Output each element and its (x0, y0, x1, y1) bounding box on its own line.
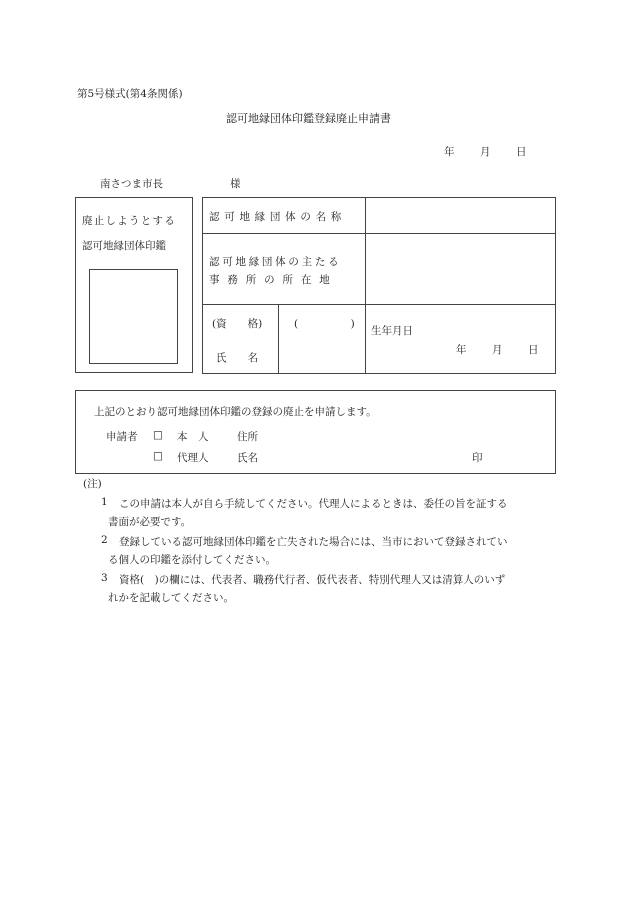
table-row-divider (202, 233, 556, 234)
applicant-label: 申請者 (106, 431, 138, 443)
org-name-label: 認可地縁団体の名称 (209, 211, 347, 223)
org-name-field[interactable] (367, 199, 554, 232)
note-text-line2: る個人の印鑑を添付してください。 (108, 554, 276, 566)
seal-imprint-box[interactable] (89, 269, 178, 364)
self-label: 本 人 (177, 431, 209, 443)
seal-section-line2: 認可地縁団体印鑑 (82, 240, 166, 252)
address-label: 住所 (237, 431, 258, 443)
proxy-checkbox[interactable]: □ (153, 450, 163, 462)
note-number: 3 (101, 572, 108, 584)
self-checkbox[interactable]: □ (153, 429, 163, 441)
applicant-name-field[interactable] (262, 447, 462, 465)
date-day-label: 日 (516, 146, 527, 158)
addressee-mayor: 南さつま市長 (100, 178, 163, 190)
date-year-label: 年 (444, 146, 455, 158)
table-col-divider (365, 304, 366, 374)
proxy-label: 代理人 (177, 452, 209, 464)
applicant-name-label: 氏名 (237, 452, 258, 464)
birthdate-label: 生年月日 (371, 325, 413, 337)
office-label-line1: 認可地縁団体の主たる (209, 256, 342, 268)
birth-year-label: 年 (456, 344, 467, 356)
representative-name-field[interactable] (280, 336, 364, 372)
birth-month-label: 月 (492, 344, 503, 356)
notes-heading: (注) (83, 478, 102, 490)
note-text-line1: この申請は本人が自ら手続してください。代理人によるときは、委任の旨を証する (119, 498, 508, 510)
note-text-line2: れかを記載してください。 (108, 592, 234, 604)
table-col-divider (365, 197, 366, 304)
qualification-paren: ( ) (294, 318, 355, 330)
seal-section-line1: 廃止しようとする (82, 215, 177, 227)
office-label-line2: 事務所の所在地 (209, 274, 338, 286)
table-col-divider (278, 304, 279, 374)
note-number: 1 (101, 496, 108, 508)
page-title: 認可地縁団体印鑑登録廃止申請書 (226, 112, 391, 125)
declaration-statement: 上記のとおり認可地縁団体印鑑の登録の廃止を申請します。 (94, 406, 377, 418)
office-address-field[interactable] (367, 235, 554, 303)
table-row-divider (202, 304, 556, 305)
date-month-label: 月 (480, 146, 491, 158)
birth-day-label: 日 (528, 344, 539, 356)
note-number: 2 (101, 534, 108, 546)
note-text-line1: 資格( )の欄には、代表者、職務代行者、仮代表者、特別代理人又は清算人のいず (119, 574, 506, 586)
seal-mark: 印 (472, 452, 483, 464)
note-text-line2: 書面が必要です。 (108, 516, 192, 528)
addressee-honorific: 様 (230, 178, 241, 190)
qualification-label: (資 格) (212, 318, 263, 330)
name-label: 氏 名 (216, 352, 258, 364)
note-text-line1: 登録している認可地縁団体印鑑を亡失された場合には、当市において登録されてい (119, 536, 508, 548)
applicant-address-field[interactable] (262, 426, 542, 444)
form-number: 第5号様式(第4条関係) (77, 88, 183, 100)
